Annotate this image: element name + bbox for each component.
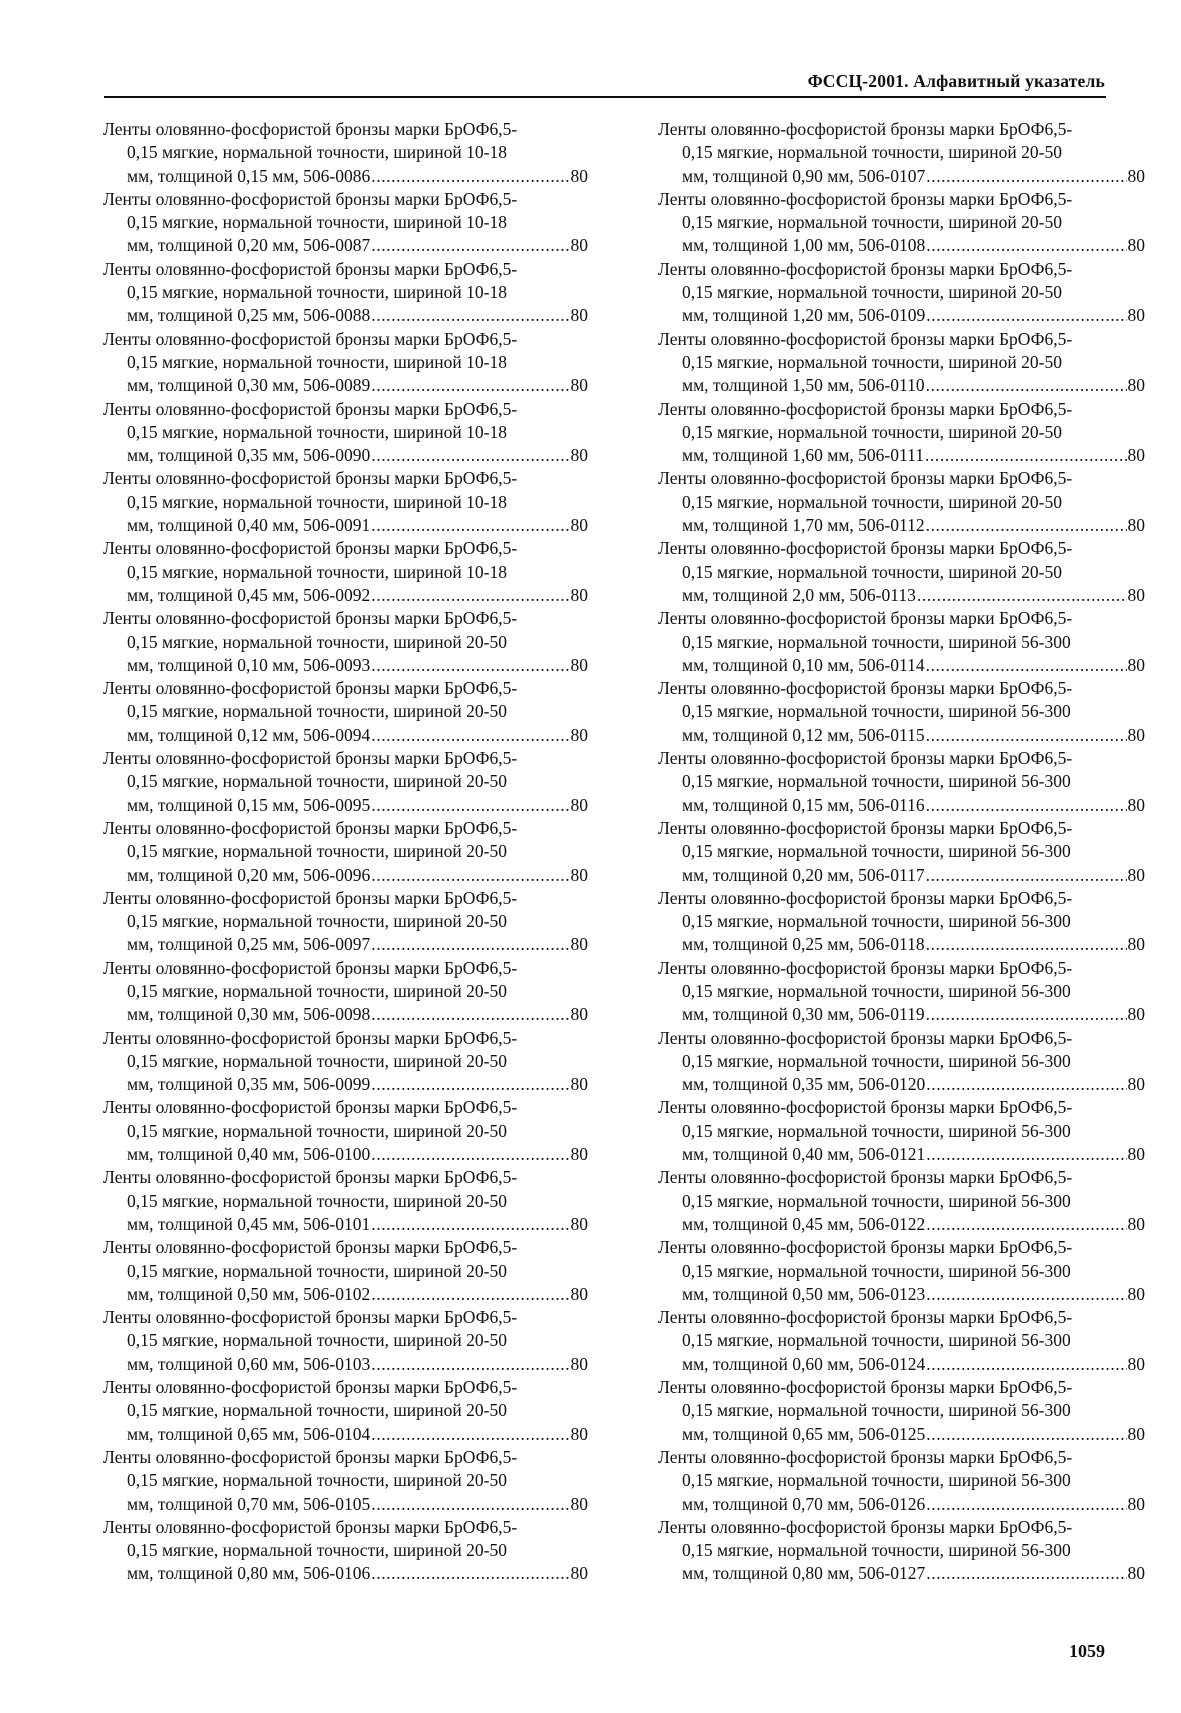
- entry-code-text: мм, толщиной 0,30 мм, 506-0089: [127, 375, 371, 396]
- index-entry: [103, 607, 588, 677]
- entry-line-2: 0,15 мягкие, нормальной точности, шириной 20-50: [682, 212, 1062, 233]
- dot-leader: [926, 1562, 1126, 1585]
- entry-line-2: 0,15 мягкие, нормальной точности, шириной 20-50: [127, 1400, 507, 1421]
- entry-line-1: Ленты оловянно-фосфористой бронзы марки БрОФ6,5-: [103, 328, 518, 349]
- dot-leader: [926, 654, 1127, 677]
- index-entry: [658, 118, 1145, 188]
- index-entry: [103, 467, 588, 537]
- entry-code-text: мм, толщиной 0,45 мм, 506-0092: [127, 584, 371, 605]
- dot-leader: [917, 584, 1127, 607]
- entry-line-1: Ленты оловянно-фосфористой бронзы марки БрОФ6,5-: [658, 1097, 1073, 1118]
- entry-line-2: 0,15 мягкие, нормальной точности, шириной 20-50: [127, 1190, 507, 1211]
- entry-line-2: 0,15 мягкие, нормальной точности, шириной 56-300: [682, 911, 1071, 932]
- index-entry: [658, 1306, 1145, 1376]
- entry-line-3: [103, 1283, 588, 1306]
- index-entry: [658, 398, 1145, 468]
- entry-line-2: 0,15 мягкие, нормальной точности, шириной 20-50: [127, 1120, 507, 1141]
- entry-line-2: 0,15 мягкие, нормальной точности, шириной 20-50: [127, 1470, 507, 1491]
- entry-page-ref: 80: [570, 794, 588, 815]
- dot-leader: [926, 1003, 1127, 1026]
- entry-line-1: Ленты оловянно-фосфористой бронзы марки БрОФ6,5-: [658, 817, 1073, 838]
- dot-leader: [371, 584, 569, 607]
- entry-line-3: [658, 304, 1145, 327]
- dot-leader: [371, 1283, 569, 1306]
- entry-line-3: [658, 514, 1145, 537]
- entry-line-2: 0,15 мягкие, нормальной точности, шириной 10-18: [127, 491, 507, 512]
- entry-line-3: [103, 794, 588, 817]
- entry-line-2: 0,15 мягкие, нормальной точности, шириной 20-50: [127, 980, 507, 1001]
- entry-line-3: [103, 1143, 588, 1166]
- entry-page-ref: 80: [570, 1493, 588, 1514]
- dot-leader: [926, 933, 1127, 956]
- dot-leader: [371, 374, 569, 397]
- entry-line-2: 0,15 мягкие, нормальной точности, шириной 20-50: [127, 631, 507, 652]
- entry-line-2: 0,15 мягкие, нормальной точности, шириной 20-50: [127, 1050, 507, 1071]
- dot-leader: [926, 374, 1127, 397]
- entry-line-3: [658, 374, 1145, 397]
- entry-page-ref: 80: [1127, 724, 1145, 745]
- entry-page-ref: 80: [570, 305, 588, 326]
- entry-line-1: Ленты оловянно-фосфористой бронзы марки БрОФ6,5-: [658, 608, 1073, 629]
- entry-page-ref: 80: [570, 654, 588, 675]
- entry-line-2: 0,15 мягкие, нормальной точности, шириной 56-300: [682, 1400, 1071, 1421]
- entry-code-text: мм, толщиной 0,90 мм, 506-0107: [682, 165, 926, 186]
- entry-line-1: Ленты оловянно-фосфористой бронзы марки БрОФ6,5-: [103, 748, 518, 769]
- index-entry: [103, 887, 588, 957]
- entry-line-2: 0,15 мягкие, нормальной точности, шириной 20-50: [682, 282, 1062, 303]
- entry-line-1: Ленты оловянно-фосфористой бронзы марки БрОФ6,5-: [658, 1237, 1073, 1258]
- entry-code-text: мм, толщиной 0,60 мм, 506-0103: [127, 1353, 371, 1374]
- index-entry: [658, 1096, 1145, 1166]
- dot-leader: [371, 864, 569, 887]
- entry-line-3: [658, 1213, 1145, 1236]
- entry-page-ref: 80: [570, 724, 588, 745]
- dot-leader: [926, 794, 1127, 817]
- entry-line-1: Ленты оловянно-фосфористой бронзы марки БрОФ6,5-: [658, 1307, 1073, 1328]
- index-entry: [103, 747, 588, 817]
- entry-line-2: 0,15 мягкие, нормальной точности, шириной 20-50: [127, 1260, 507, 1281]
- entry-line-3: [658, 165, 1145, 188]
- entry-line-1: Ленты оловянно-фосфористой бронзы марки БрОФ6,5-: [658, 188, 1073, 209]
- entry-line-2: 0,15 мягкие, нормальной точности, шириной 56-300: [682, 701, 1071, 722]
- entry-page-ref: 80: [1127, 794, 1145, 815]
- entry-code-text: мм, толщиной 1,00 мм, 506-0108: [682, 235, 926, 256]
- dot-leader: [371, 1143, 569, 1166]
- index-column-right: [658, 118, 1145, 1586]
- entry-page-ref: 80: [1127, 305, 1145, 326]
- entry-line-1: Ленты оловянно-фосфористой бронзы марки БрОФ6,5-: [103, 817, 518, 838]
- entry-page-ref: 80: [570, 1353, 588, 1374]
- entry-page-ref: 80: [1127, 1144, 1145, 1165]
- entry-code-text: мм, толщиной 0,65 мм, 506-0125: [682, 1423, 926, 1444]
- entry-line-3: [658, 1493, 1145, 1516]
- index-entry: [103, 1166, 588, 1236]
- index-entry: [103, 1376, 588, 1446]
- entry-code-text: мм, толщиной 0,25 мм, 506-0118: [682, 934, 925, 955]
- dot-leader: [926, 165, 1126, 188]
- entry-line-3: [658, 1353, 1145, 1376]
- entry-line-1: Ленты оловянно-фосфористой бронзы марки БрОФ6,5-: [658, 1446, 1073, 1467]
- entry-line-1: Ленты оловянно-фосфористой бронзы марки БрОФ6,5-: [103, 119, 518, 139]
- entry-line-1: Ленты оловянно-фосфористой бронзы марки БрОФ6,5-: [103, 1167, 518, 1188]
- entry-code-text: мм, толщиной 0,50 мм, 506-0123: [682, 1283, 926, 1304]
- entry-line-3: [658, 933, 1145, 956]
- entry-code-text: мм, толщиной 0,35 мм, 506-0099: [127, 1074, 371, 1095]
- entry-page-ref: 80: [570, 1563, 588, 1584]
- entry-page-ref: 80: [570, 1144, 588, 1165]
- index-entry: [658, 1166, 1145, 1236]
- entry-line-2: 0,15 мягкие, нормальной точности, шириной 10-18: [127, 212, 507, 233]
- entry-line-1: Ленты оловянно-фосфористой бронзы марки БрОФ6,5-: [103, 887, 518, 908]
- entry-code-text: мм, толщиной 0,25 мм, 506-0088: [127, 305, 371, 326]
- index-entry: [103, 957, 588, 1027]
- entry-code-text: мм, толщиной 0,70 мм, 506-0105: [127, 1493, 371, 1514]
- entry-code-text: мм, толщиной 0,20 мм, 506-0117: [682, 864, 925, 885]
- entry-line-1: Ленты оловянно-фосфористой бронзы марки БрОФ6,5-: [658, 1377, 1073, 1398]
- header-rule: [104, 96, 1106, 98]
- index-entry: [103, 118, 588, 188]
- entry-code-text: мм, толщиной 0,15 мм, 506-0095: [127, 794, 371, 815]
- entry-line-3: [658, 584, 1145, 607]
- index-entry: [103, 188, 588, 258]
- entry-line-3: [103, 234, 588, 257]
- entry-line-3: [103, 1353, 588, 1376]
- dot-leader: [371, 444, 569, 467]
- entry-page-ref: 80: [1127, 654, 1145, 675]
- entry-line-3: [658, 1562, 1145, 1585]
- entry-page-ref: 80: [570, 1004, 588, 1025]
- entry-line-1: Ленты оловянно-фосфористой бронзы марки БрОФ6,5-: [658, 887, 1073, 908]
- entry-page-ref: 80: [570, 1213, 588, 1234]
- entry-code-text: мм, толщиной 2,0 мм, 506-0113: [682, 584, 916, 605]
- entry-line-1: Ленты оловянно-фосфористой бронзы марки БрОФ6,5-: [658, 119, 1073, 139]
- entry-line-1: Ленты оловянно-фосфористой бронзы марки БрОФ6,5-: [658, 538, 1073, 559]
- entry-page-ref: 80: [570, 934, 588, 955]
- dot-leader: [371, 1423, 569, 1446]
- running-header: ФССЦ-2001. Алфавитный указатель: [807, 71, 1105, 91]
- index-entry: [103, 817, 588, 887]
- entry-line-2: 0,15 мягкие, нормальной точности, шириной 56-300: [682, 1330, 1071, 1351]
- entry-line-1: Ленты оловянно-фосфористой бронзы марки БрОФ6,5-: [658, 328, 1073, 349]
- entry-code-text: мм, толщиной 0,40 мм, 506-0121: [682, 1144, 926, 1165]
- entry-line-1: Ленты оловянно-фосфористой бронзы марки БрОФ6,5-: [658, 1027, 1073, 1048]
- entry-line-3: [103, 724, 588, 747]
- entry-line-3: [658, 1073, 1145, 1096]
- entry-line-1: Ленты оловянно-фосфористой бронзы марки БрОФ6,5-: [658, 957, 1073, 978]
- dot-leader: [926, 1353, 1126, 1376]
- entry-page-ref: 80: [1127, 584, 1145, 605]
- dot-leader: [371, 1562, 569, 1585]
- entry-line-2: 0,15 мягкие, нормальной точности, шириной 56-300: [682, 1120, 1071, 1141]
- dot-leader: [371, 1493, 569, 1516]
- entry-code-text: мм, толщиной 0,80 мм, 506-0127: [682, 1563, 926, 1584]
- entry-line-3: [103, 1073, 588, 1096]
- index-entry: [658, 328, 1145, 398]
- entry-line-1: Ленты оловянно-фосфористой бронзы марки БрОФ6,5-: [103, 957, 518, 978]
- entry-line-1: Ленты оловянно-фосфористой бронзы марки БрОФ6,5-: [103, 608, 518, 629]
- entry-line-3: [103, 514, 588, 537]
- entry-line-2: 0,15 мягкие, нормальной точности, шириной 20-50: [682, 421, 1062, 442]
- entry-code-text: мм, толщиной 0,15 мм, 506-0116: [682, 794, 925, 815]
- entry-line-3: [658, 1143, 1145, 1166]
- dot-leader: [926, 864, 1127, 887]
- entry-code-text: мм, толщиной 0,12 мм, 506-0094: [127, 724, 371, 745]
- entry-code-text: мм, толщиной 0,45 мм, 506-0101: [127, 1213, 371, 1234]
- dot-leader: [371, 1073, 569, 1096]
- dot-leader: [371, 234, 569, 257]
- index-entry: [103, 1516, 588, 1586]
- dot-leader: [371, 654, 569, 677]
- entry-line-1: Ленты оловянно-фосфористой бронзы марки БрОФ6,5-: [103, 1307, 518, 1328]
- entry-line-2: 0,15 мягкие, нормальной точности, шириной 20-50: [682, 351, 1062, 372]
- dot-leader: [371, 724, 569, 747]
- entry-line-1: Ленты оловянно-фосфористой бронзы марки БрОФ6,5-: [103, 1446, 518, 1467]
- dot-leader: [926, 1493, 1126, 1516]
- entry-page-ref: 80: [1127, 1353, 1145, 1374]
- entry-line-2: 0,15 мягкие, нормальной точности, шириной 56-300: [682, 1190, 1071, 1211]
- entry-code-text: мм, толщиной 0,40 мм, 506-0100: [127, 1144, 371, 1165]
- index-entry: [658, 1446, 1145, 1516]
- index-entry: [658, 1376, 1145, 1446]
- entry-page-ref: 80: [1127, 445, 1145, 466]
- entry-page-ref: 80: [1127, 515, 1145, 536]
- entry-page-ref: 80: [1127, 1493, 1145, 1514]
- entry-page-ref: 80: [1127, 1283, 1145, 1304]
- entry-code-text: мм, толщиной 0,20 мм, 506-0087: [127, 235, 371, 256]
- index-entry: [658, 747, 1145, 817]
- entry-page-ref: 80: [570, 1283, 588, 1304]
- entry-page-ref: 80: [570, 584, 588, 605]
- dot-leader: [371, 933, 569, 956]
- entry-code-text: мм, толщиной 0,60 мм, 506-0124: [682, 1353, 926, 1374]
- entry-line-3: [658, 794, 1145, 817]
- entry-page-ref: 80: [570, 165, 588, 186]
- dot-leader: [926, 1423, 1126, 1446]
- entry-line-3: [103, 1562, 588, 1585]
- index-entry: [658, 1236, 1145, 1306]
- entry-line-1: Ленты оловянно-фосфористой бронзы марки БрОФ6,5-: [103, 1097, 518, 1118]
- entry-code-text: мм, толщиной 0,40 мм, 506-0091: [127, 515, 371, 536]
- entry-page-ref: 80: [1127, 1004, 1145, 1025]
- entry-line-2: 0,15 мягкие, нормальной точности, шириной 20-50: [682, 491, 1062, 512]
- index-entry: [658, 817, 1145, 887]
- entry-line-2: 0,15 мягкие, нормальной точности, шириной 20-50: [127, 911, 507, 932]
- entry-line-2: 0,15 мягкие, нормальной точности, шириной 20-50: [682, 561, 1062, 582]
- entry-line-3: [103, 1493, 588, 1516]
- entry-code-text: мм, толщиной 1,70 мм, 506-0112: [682, 515, 925, 536]
- index-entry: [103, 1027, 588, 1097]
- index-entry: [658, 1516, 1145, 1586]
- entry-line-1: Ленты оловянно-фосфористой бронзы марки БрОФ6,5-: [103, 678, 518, 699]
- index-entry: [103, 1236, 588, 1306]
- dot-leader: [925, 444, 1127, 467]
- entry-line-2: 0,15 мягкие, нормальной точности, шириной 56-300: [682, 771, 1071, 792]
- entry-line-1: Ленты оловянно-фосфористой бронзы марки БрОФ6,5-: [658, 398, 1073, 419]
- entry-code-text: мм, толщиной 0,80 мм, 506-0106: [127, 1563, 371, 1584]
- entry-line-3: [103, 374, 588, 397]
- entry-page-ref: 80: [570, 445, 588, 466]
- entry-line-3: [658, 864, 1145, 887]
- entry-line-3: [103, 584, 588, 607]
- entry-line-1: Ленты оловянно-фосфористой бронзы марки БрОФ6,5-: [658, 678, 1073, 699]
- dot-leader: [926, 1073, 1126, 1096]
- index-entry: [103, 1096, 588, 1166]
- entry-line-3: [103, 864, 588, 887]
- entry-line-3: [103, 304, 588, 327]
- dot-leader: [926, 234, 1126, 257]
- entry-line-2: 0,15 мягкие, нормальной точности, шириной 10-18: [127, 282, 507, 303]
- index-entry: [658, 887, 1145, 957]
- entry-line-2: 0,15 мягкие, нормальной точности, шириной 20-50: [127, 1330, 507, 1351]
- dot-leader: [371, 794, 569, 817]
- entry-code-text: мм, толщиной 0,45 мм, 506-0122: [682, 1213, 926, 1234]
- entry-page-ref: 80: [1127, 1563, 1145, 1584]
- index-entry: [658, 467, 1145, 537]
- index-entry: [103, 677, 588, 747]
- entry-line-3: [658, 1423, 1145, 1446]
- entry-page-ref: 80: [1127, 1074, 1145, 1095]
- entry-line-2: 0,15 мягкие, нормальной точности, шириной 10-18: [127, 561, 507, 582]
- entry-line-1: Ленты оловянно-фосфористой бронзы марки БрОФ6,5-: [103, 1377, 518, 1398]
- entry-code-text: мм, толщиной 0,10 мм, 506-0114: [682, 654, 925, 675]
- entry-line-3: [103, 933, 588, 956]
- entry-code-text: мм, толщиной 0,70 мм, 506-0126: [682, 1493, 926, 1514]
- entry-line-2: 0,15 мягкие, нормальной точности, шириной 20-50: [682, 142, 1062, 163]
- entry-line-2: 0,15 мягкие, нормальной точности, шириной 56-300: [682, 841, 1071, 862]
- entry-page-ref: 80: [1127, 165, 1145, 186]
- entry-code-text: мм, толщиной 0,10 мм, 506-0093: [127, 654, 371, 675]
- index-entry: [103, 328, 588, 398]
- entry-line-3: [103, 444, 588, 467]
- entry-code-text: мм, толщиной 0,25 мм, 506-0097: [127, 934, 371, 955]
- entry-line-2: 0,15 мягкие, нормальной точности, шириной 56-300: [682, 1050, 1071, 1071]
- entry-line-3: [103, 1213, 588, 1236]
- entry-page-ref: 80: [570, 1074, 588, 1095]
- entry-line-2: 0,15 мягкие, нормальной точности, шириной 20-50: [127, 841, 507, 862]
- dot-leader: [371, 1213, 569, 1236]
- entry-code-text: мм, толщиной 0,50 мм, 506-0102: [127, 1283, 371, 1304]
- entry-line-1: Ленты оловянно-фосфористой бронзы марки БрОФ6,5-: [103, 1237, 518, 1258]
- dot-leader: [926, 514, 1127, 537]
- index-entry: [658, 537, 1145, 607]
- entry-line-1: Ленты оловянно-фосфористой бронзы марки БрОФ6,5-: [103, 468, 518, 489]
- entry-code-text: мм, толщиной 1,60 мм, 506-0111: [682, 445, 924, 466]
- entry-line-1: Ленты оловянно-фосфористой бронзы марки БрОФ6,5-: [103, 1516, 518, 1537]
- index-entry: [103, 258, 588, 328]
- index-entry: [658, 607, 1145, 677]
- index-entry: [658, 188, 1145, 258]
- entry-line-1: Ленты оловянно-фосфористой бронзы марки БрОФ6,5-: [658, 468, 1073, 489]
- entry-page-ref: 80: [1127, 235, 1145, 256]
- entry-line-1: Ленты оловянно-фосфористой бронзы марки БрОФ6,5-: [658, 258, 1073, 279]
- entry-line-3: [658, 1003, 1145, 1026]
- dot-leader: [926, 1143, 1126, 1166]
- entry-line-1: Ленты оловянно-фосфористой бронзы марки БрОФ6,5-: [103, 398, 518, 419]
- entry-line-2: 0,15 мягкие, нормальной точности, шириной 56-300: [682, 631, 1071, 652]
- entry-line-1: Ленты оловянно-фосфористой бронзы марки БрОФ6,5-: [103, 188, 518, 209]
- entry-code-text: мм, толщиной 0,12 мм, 506-0115: [682, 724, 925, 745]
- entry-line-2: 0,15 мягкие, нормальной точности, шириной 10-18: [127, 142, 507, 163]
- dot-leader: [371, 304, 569, 327]
- entry-line-2: 0,15 мягкие, нормальной точности, шириной 56-300: [682, 980, 1071, 1001]
- dot-leader: [926, 304, 1126, 327]
- entry-line-1: Ленты оловянно-фосфористой бронзы марки БрОФ6,5-: [658, 748, 1073, 769]
- entry-page-ref: 80: [1127, 1213, 1145, 1234]
- dot-leader: [926, 724, 1127, 747]
- page-number: 1059: [1069, 1641, 1105, 1661]
- entry-code-text: мм, толщиной 1,50 мм, 506-0110: [682, 375, 925, 396]
- dot-leader: [371, 165, 569, 188]
- entry-line-2: 0,15 мягкие, нормальной точности, шириной 20-50: [127, 701, 507, 722]
- entry-line-2: 0,15 мягкие, нормальной точности, шириной 10-18: [127, 351, 507, 372]
- index-entry: [658, 957, 1145, 1027]
- index-entry: [103, 1306, 588, 1376]
- entry-line-2: 0,15 мягкие, нормальной точности, шириной 56-300: [682, 1540, 1071, 1561]
- entry-line-3: [658, 1283, 1145, 1306]
- entry-code-text: мм, толщиной 0,30 мм, 506-0119: [682, 1004, 925, 1025]
- dot-leader: [371, 514, 569, 537]
- entry-page-ref: 80: [1127, 1423, 1145, 1444]
- entry-line-2: 0,15 мягкие, нормальной точности, шириной 56-300: [682, 1470, 1071, 1491]
- entry-page-ref: 80: [570, 864, 588, 885]
- entry-line-3: [103, 165, 588, 188]
- entry-line-2: 0,15 мягкие, нормальной точности, шириной 56-300: [682, 1260, 1071, 1281]
- index-entry: [658, 258, 1145, 328]
- entry-page-ref: 80: [1127, 934, 1145, 955]
- index-column-left: [103, 118, 588, 1586]
- index-entry: [658, 1027, 1145, 1097]
- entry-line-3: [658, 234, 1145, 257]
- entry-page-ref: 80: [570, 1423, 588, 1444]
- entry-line-3: [103, 654, 588, 677]
- index-entry: [658, 677, 1145, 747]
- entry-page-ref: 80: [570, 515, 588, 536]
- entry-line-3: [658, 724, 1145, 747]
- entry-line-3: [658, 654, 1145, 677]
- entry-page-ref: 80: [570, 375, 588, 396]
- entry-line-1: Ленты оловянно-фосфористой бронзы марки БрОФ6,5-: [103, 258, 518, 279]
- dot-leader: [371, 1003, 569, 1026]
- entry-line-1: Ленты оловянно-фосфористой бронзы марки БрОФ6,5-: [658, 1167, 1073, 1188]
- dot-leader: [371, 1353, 569, 1376]
- entry-line-1: Ленты оловянно-фосфористой бронзы марки БрОФ6,5-: [103, 538, 518, 559]
- entry-line-2: 0,15 мягкие, нормальной точности, шириной 20-50: [127, 1540, 507, 1561]
- entry-page-ref: 80: [1127, 864, 1145, 885]
- entry-line-1: Ленты оловянно-фосфористой бронзы марки БрОФ6,5-: [658, 1516, 1073, 1537]
- entry-line-1: Ленты оловянно-фосфористой бронзы марки БрОФ6,5-: [103, 1027, 518, 1048]
- entry-line-3: [103, 1423, 588, 1446]
- entry-code-text: мм, толщиной 0,35 мм, 506-0120: [682, 1074, 926, 1095]
- entry-code-text: мм, толщиной 0,35 мм, 506-0090: [127, 445, 371, 466]
- entry-page-ref: 80: [1127, 375, 1145, 396]
- entry-line-2: 0,15 мягкие, нормальной точности, шириной 10-18: [127, 421, 507, 442]
- index-entry: [103, 398, 588, 468]
- entry-code-text: мм, толщиной 0,20 мм, 506-0096: [127, 864, 371, 885]
- dot-leader: [926, 1283, 1126, 1306]
- dot-leader: [926, 1213, 1126, 1236]
- entry-line-3: [658, 444, 1145, 467]
- entry-code-text: мм, толщиной 1,20 мм, 506-0109: [682, 305, 926, 326]
- index-entry: [103, 537, 588, 607]
- entry-line-2: 0,15 мягкие, нормальной точности, шириной 20-50: [127, 771, 507, 792]
- entry-code-text: мм, толщиной 0,65 мм, 506-0104: [127, 1423, 371, 1444]
- index-entry: [103, 1446, 588, 1516]
- entry-code-text: мм, толщиной 0,15 мм, 506-0086: [127, 165, 371, 186]
- entry-line-3: [103, 1003, 588, 1026]
- entry-page-ref: 80: [570, 235, 588, 256]
- entry-code-text: мм, толщиной 0,30 мм, 506-0098: [127, 1004, 371, 1025]
